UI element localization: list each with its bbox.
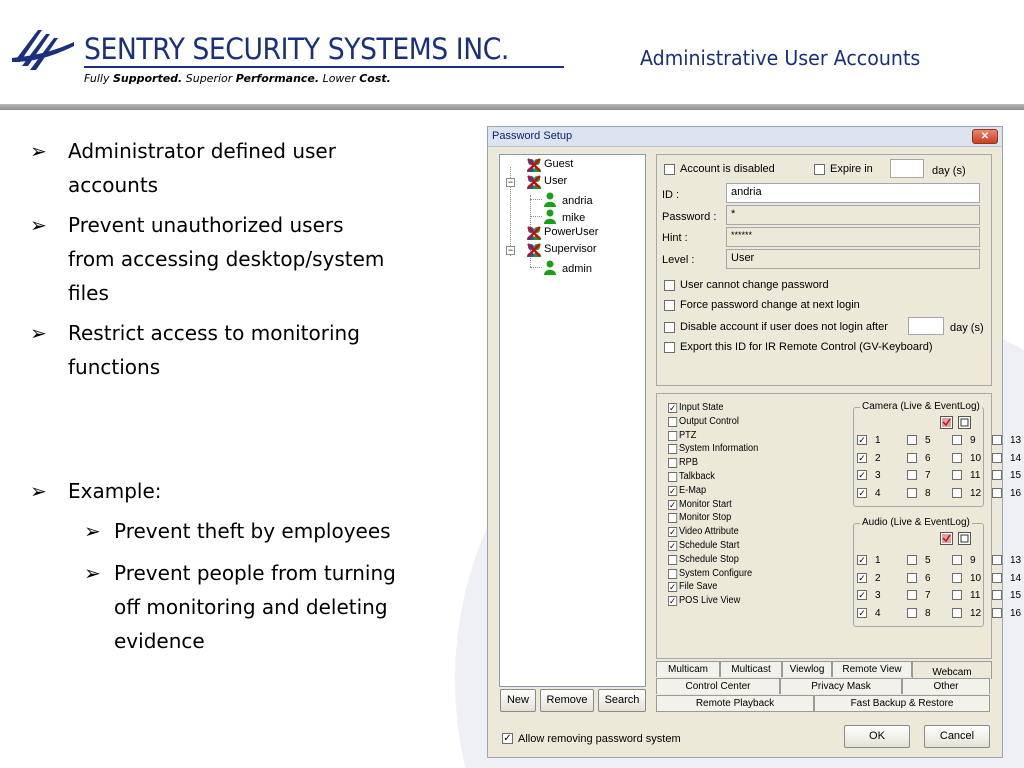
- camera-channel-label: 4: [875, 487, 881, 499]
- search-button[interactable]: Search: [598, 689, 646, 712]
- account-disabled-label: Account is disabled: [680, 163, 775, 175]
- audio-channel-label: 5: [925, 555, 931, 566]
- cannot-change-password-checkbox[interactable]: [664, 280, 675, 291]
- allow-removing-label: Allow removing password system: [518, 733, 681, 745]
- arrow-bullet-icon: ➢: [30, 321, 47, 345]
- audio-channel-label: 15: [1010, 590, 1022, 601]
- bullet-text: Prevent theft by employees: [114, 519, 391, 543]
- permission-label: POS Live View: [679, 595, 741, 607]
- audio-channel-label: 3: [875, 590, 881, 601]
- export-ir-checkbox[interactable]: [664, 342, 675, 353]
- permission-checkbox[interactable]: [668, 431, 677, 441]
- camera-channel-label: 11: [970, 470, 981, 481]
- tab-remote-playback[interactable]: Remote Playback: [656, 695, 814, 712]
- camera-channel-checkbox[interactable]: [992, 435, 1002, 445]
- permission-checkbox[interactable]: ✓: [669, 582, 677, 593]
- permission-checkbox[interactable]: [668, 444, 677, 454]
- camera-channel-checkbox[interactable]: ✓: [858, 487, 866, 498]
- permission-label: System Configure: [679, 567, 753, 579]
- user-tree: Guest − User andria mike PowerUser − Supervisor admin: [499, 154, 646, 687]
- user-icon: [542, 259, 558, 275]
- permission-label: System Information: [679, 443, 759, 455]
- arrow-bullet-icon: ➢: [84, 561, 101, 585]
- permission-checkbox[interactable]: ✓: [669, 499, 677, 510]
- bullet-text: Prevent people from turning: [114, 561, 396, 585]
- camera-channel-label: 3: [875, 470, 881, 481]
- bullet-text: accounts: [68, 173, 159, 197]
- permission-label: Monitor Start: [679, 498, 732, 510]
- audio-channel-label: 7: [925, 590, 931, 601]
- hint-input[interactable]: ******: [726, 227, 980, 247]
- audio-channel-checkbox[interactable]: [992, 573, 1002, 583]
- force-change-checkbox[interactable]: [664, 300, 675, 311]
- user-icon: [542, 208, 558, 224]
- permission-label: File Save: [679, 581, 718, 593]
- bullet-text: from accessing desktop/system: [68, 247, 385, 271]
- audio-channel-label: 2: [875, 572, 881, 584]
- tab-fast-backup-restore[interactable]: Fast Backup & Restore: [814, 695, 990, 712]
- camera-channel-label: 1: [875, 435, 881, 446]
- audio-channel-label: 16: [1010, 607, 1022, 619]
- cannot-change-password-label: User cannot change password: [680, 279, 829, 291]
- permission-label: Talkback: [679, 471, 715, 482]
- level-select[interactable]: User: [726, 249, 980, 269]
- permission-label: Monitor Stop: [679, 512, 732, 524]
- permission-label: PTZ: [679, 429, 697, 441]
- tab-multicast[interactable]: Multicast: [720, 661, 782, 677]
- slide-header: [0, 0, 1024, 108]
- camera-group-title: Camera (Live & EventLog): [862, 401, 980, 412]
- tab-multicam[interactable]: Multicam: [656, 661, 720, 677]
- check-all-icon[interactable]: [940, 416, 953, 429]
- expire-checkbox[interactable]: [814, 164, 825, 175]
- permission-checkbox[interactable]: [668, 555, 677, 565]
- camera-channel-label: 2: [875, 452, 881, 464]
- sentry-logo-icon: [8, 22, 78, 82]
- audio-channel-label: 1: [875, 555, 881, 566]
- permission-checkbox[interactable]: [668, 513, 677, 523]
- permission-checkbox[interactable]: ✓: [669, 485, 677, 496]
- audio-group-title: Audio (Live & EventLog): [862, 517, 970, 528]
- export-ir-label: Export this ID for IR Remote Control (GV-Keyboard): [680, 341, 933, 353]
- arrow-bullet-icon: ➢: [30, 213, 47, 237]
- audio-channel-label: 14: [1010, 572, 1022, 584]
- expire-unit: day (s): [932, 165, 966, 177]
- id-label: ID :: [662, 189, 680, 201]
- camera-channel-label: 12: [970, 487, 982, 499]
- dialog-titlebar: [488, 127, 1002, 147]
- disable-after-days-input[interactable]: [908, 317, 944, 335]
- audio-group: [853, 517, 984, 627]
- user-group-icon: [526, 225, 542, 241]
- brand-underline: [84, 66, 564, 68]
- id-input[interactable]: andria: [726, 183, 980, 203]
- camera-channel-label: 10: [970, 452, 982, 464]
- ok-button[interactable]: OK: [844, 725, 910, 748]
- permission-label: RPB: [679, 457, 698, 469]
- permission-checkbox[interactable]: [668, 472, 677, 482]
- permission-label: Input State: [679, 402, 724, 413]
- audio-channel-checkbox[interactable]: [952, 590, 962, 600]
- uncheck-all-icon[interactable]: [958, 532, 971, 545]
- camera-channel-checkbox[interactable]: [907, 488, 917, 498]
- camera-channel-label: 15: [1010, 470, 1022, 481]
- audio-channel-checkbox[interactable]: ✓: [858, 607, 866, 618]
- camera-channel-label: 7: [925, 470, 931, 481]
- header-divider: [0, 104, 1024, 110]
- audio-channel-label: 6: [925, 572, 931, 584]
- permission-label: Output Control: [679, 415, 739, 427]
- audio-channel-label: 10: [970, 572, 982, 584]
- audio-channel-label: 9: [970, 555, 976, 566]
- camera-channel-checkbox[interactable]: ✓: [858, 470, 866, 480]
- permission-checkbox[interactable]: [668, 458, 677, 468]
- cancel-button[interactable]: Cancel: [924, 725, 990, 748]
- disable-after-label: Disable account if user does not login after: [680, 321, 888, 333]
- force-change-label: Force password change at next login: [680, 299, 860, 311]
- audio-channel-checkbox[interactable]: [907, 608, 917, 618]
- tree-collapse-icon[interactable]: −: [507, 245, 514, 255]
- bullet-text: Prevent unauthorized users: [68, 213, 344, 237]
- audio-channel-checkbox[interactable]: [992, 590, 1002, 600]
- arrow-bullet-icon: ➢: [30, 139, 47, 163]
- permission-checkbox[interactable]: ✓: [669, 541, 677, 551]
- audio-channel-label: 12: [970, 607, 982, 619]
- password-input[interactable]: *: [726, 205, 980, 225]
- audio-channel-checkbox[interactable]: [907, 590, 917, 600]
- permission-checkbox[interactable]: [668, 569, 677, 579]
- audio-channel-checkbox[interactable]: ✓: [858, 555, 866, 565]
- bullet-text: Restrict access to monitoring: [68, 321, 360, 345]
- tree-line: [530, 199, 542, 200]
- bullet-text: Administrator defined user: [68, 139, 336, 163]
- dialog-title: Password Setup: [492, 130, 573, 142]
- level-label: Level :: [662, 254, 695, 266]
- bullet-text: files: [68, 281, 109, 305]
- camera-channel-checkbox[interactable]: [907, 453, 917, 463]
- camera-channel-checkbox[interactable]: [992, 470, 1002, 480]
- user-group-icon: [526, 242, 542, 258]
- tab-remote-view[interactable]: Remote View: [832, 661, 912, 677]
- camera-channel-label: 5: [925, 435, 931, 446]
- camera-channel-checkbox[interactable]: [992, 453, 1002, 463]
- camera-channel-checkbox[interactable]: [907, 470, 917, 480]
- user-group-icon: [526, 174, 542, 190]
- camera-channel-label: 14: [1010, 452, 1022, 464]
- tab-control-center[interactable]: Control Center: [656, 678, 780, 694]
- audio-channel-label: 11: [970, 590, 981, 601]
- audio-channel-checkbox[interactable]: [992, 608, 1002, 618]
- disable-after-checkbox[interactable]: [664, 322, 675, 333]
- arrow-bullet-icon: ➢: [30, 479, 47, 503]
- tree-line: [530, 216, 542, 217]
- audio-channel-checkbox[interactable]: [907, 573, 917, 583]
- permission-label: Schedule Start: [679, 540, 740, 551]
- camera-channel-label: 16: [1010, 487, 1022, 499]
- tab-privacy-mask[interactable]: Privacy Mask: [780, 678, 902, 694]
- camera-channel-checkbox[interactable]: [907, 435, 917, 445]
- audio-channel-checkbox[interactable]: [952, 608, 962, 618]
- camera-channel-label: 13: [1010, 435, 1022, 446]
- tab-webcam[interactable]: Webcam: [912, 661, 992, 679]
- bullet-text: functions: [68, 355, 161, 379]
- tree-line: [530, 267, 542, 268]
- camera-channel-checkbox[interactable]: [952, 470, 962, 480]
- audio-channel-checkbox[interactable]: [907, 555, 917, 565]
- camera-channel-checkbox[interactable]: [952, 435, 962, 445]
- permission-label: E-Map: [679, 484, 707, 496]
- audio-channel-checkbox[interactable]: ✓: [858, 590, 866, 600]
- permission-label: Schedule Stop: [679, 553, 739, 565]
- permission-label: Video Attribute: [679, 526, 739, 538]
- tree-collapse-icon[interactable]: −: [507, 177, 514, 187]
- user-icon: [542, 191, 558, 207]
- bullet-text: evidence: [114, 629, 205, 653]
- audio-channel-checkbox[interactable]: ✓: [858, 572, 866, 583]
- password-label: Password :: [662, 211, 717, 223]
- allow-removing-checkbox[interactable]: ✓: [503, 733, 512, 744]
- expire-label: Expire in: [830, 163, 873, 175]
- close-button[interactable]: ✕: [972, 129, 998, 144]
- password-setup-dialog: [487, 126, 1022, 758]
- check-all-icon[interactable]: [940, 532, 953, 545]
- tab-other[interactable]: Other: [902, 678, 990, 694]
- disable-after-unit: day (s): [950, 322, 984, 334]
- expire-days-input[interactable]: [890, 159, 924, 178]
- camera-channel-checkbox[interactable]: [992, 488, 1002, 498]
- camera-channel-checkbox[interactable]: ✓: [858, 435, 866, 445]
- bullet-text: Example:: [68, 479, 162, 503]
- hint-label: Hint :: [662, 232, 688, 244]
- tab-viewlog[interactable]: Viewlog: [782, 661, 832, 677]
- new-button[interactable]: New: [500, 689, 536, 712]
- permission-checkbox[interactable]: [668, 417, 677, 427]
- account-disabled-checkbox[interactable]: [664, 164, 675, 175]
- camera-channel-checkbox[interactable]: [952, 453, 962, 463]
- audio-channel-checkbox[interactable]: [952, 555, 962, 565]
- camera-channel-label: 9: [970, 435, 976, 446]
- camera-channel-checkbox[interactable]: [952, 488, 962, 498]
- uncheck-all-icon[interactable]: [958, 416, 971, 429]
- brand-name: SENTRY SECURITY SYSTEMS INC.: [84, 32, 509, 66]
- permission-checkbox[interactable]: ✓: [669, 403, 677, 413]
- bullet-text: off monitoring and deleting: [114, 595, 388, 619]
- camera-channel-label: 6: [925, 452, 931, 464]
- camera-group: [853, 401, 984, 507]
- audio-channel-label: 4: [875, 607, 881, 619]
- permission-checkbox[interactable]: ✓: [669, 527, 677, 538]
- camera-channel-checkbox[interactable]: ✓: [858, 452, 866, 463]
- slide-title: Administrative User Accounts: [640, 46, 921, 70]
- brand-tagline: Fully Supported. Superior Performance. Lower Cost.: [84, 72, 391, 85]
- permission-checkbox[interactable]: ✓: [669, 596, 677, 607]
- audio-channel-label: 8: [925, 607, 931, 619]
- remove-button[interactable]: Remove: [540, 689, 594, 712]
- arrow-bullet-icon: ➢: [84, 519, 101, 543]
- user-group-icon: [526, 157, 542, 173]
- camera-channel-label: 8: [925, 487, 931, 499]
- audio-channel-checkbox[interactable]: [952, 573, 962, 583]
- audio-channel-label: 13: [1010, 555, 1022, 566]
- audio-channel-checkbox[interactable]: [992, 555, 1002, 565]
